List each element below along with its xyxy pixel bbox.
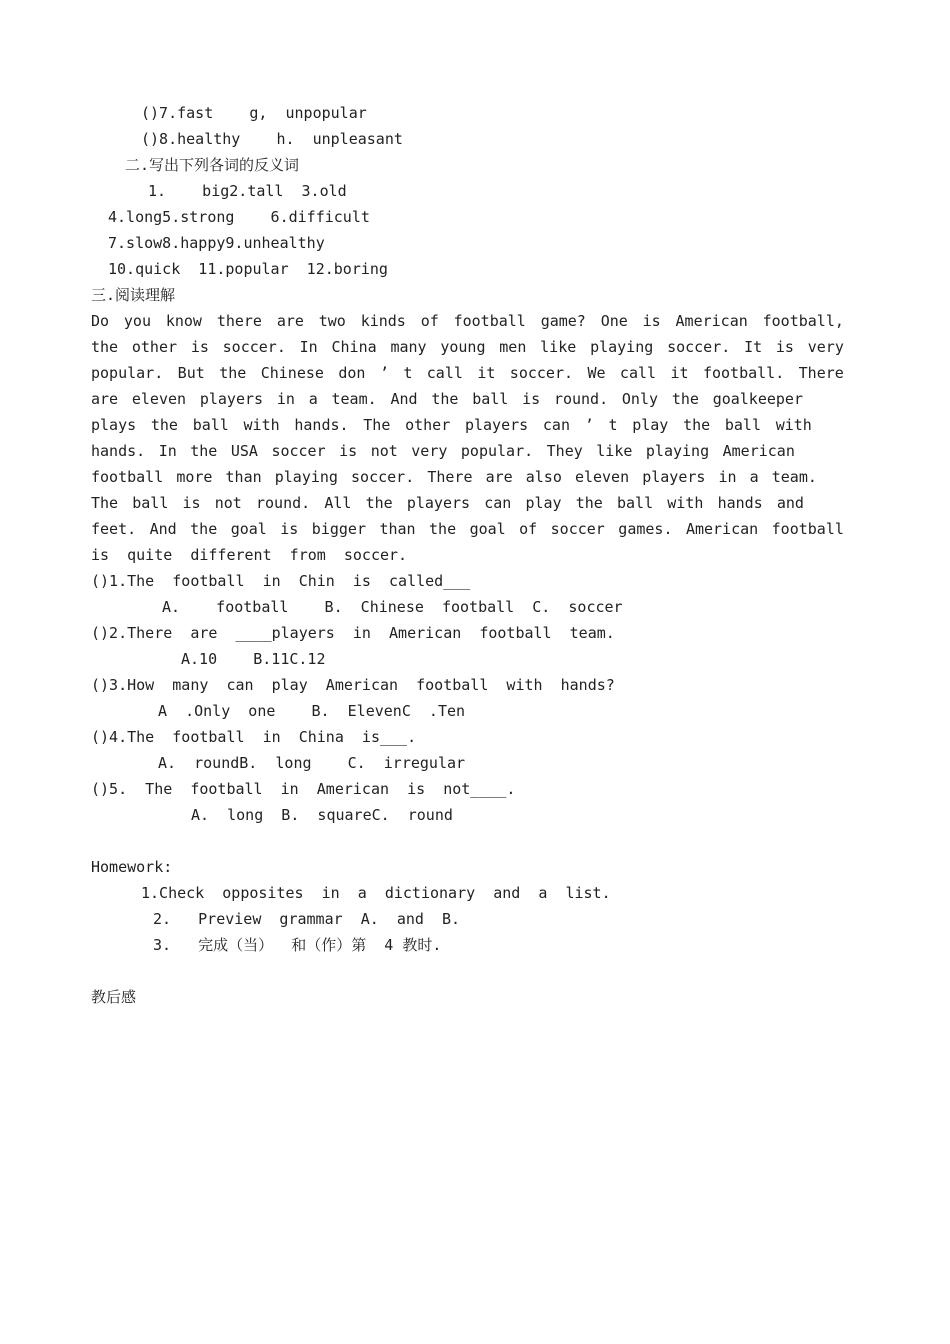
passage-word: Chinese xyxy=(260,364,324,382)
passage-word: there xyxy=(216,312,262,330)
passage-word: round. xyxy=(256,494,311,512)
passage-line xyxy=(91,415,812,435)
question: ()2.There are ____players in American football team. xyxy=(91,624,615,642)
passage-line xyxy=(91,467,817,487)
passage-word: a xyxy=(308,390,318,408)
passage-word: the xyxy=(575,494,603,512)
passage-word: know xyxy=(165,312,202,330)
passage-word: with xyxy=(775,416,812,434)
passage-word: hands xyxy=(717,494,763,512)
passage-word: soccer. xyxy=(509,364,574,382)
passage-word: hands. xyxy=(294,416,349,434)
passage-word: of xyxy=(519,520,538,538)
passage-word: of xyxy=(420,312,439,330)
passage-word: the xyxy=(431,390,459,408)
passage-word: eleven xyxy=(574,468,630,486)
passage-word: the xyxy=(190,520,218,538)
section-heading: 二.写出下列各词的反义词 xyxy=(125,156,300,174)
passage-word: Do xyxy=(91,312,110,330)
passage-word: other xyxy=(131,338,178,356)
passage-word: it xyxy=(670,364,689,382)
question-options: A. long B. squareC. round xyxy=(191,806,453,824)
passage-word: call xyxy=(426,364,463,382)
passage-word: In xyxy=(158,442,177,460)
passage-word: you xyxy=(123,312,151,330)
passage-word: is xyxy=(190,338,209,356)
passage-word: other xyxy=(405,416,451,434)
passage-word: players xyxy=(464,416,529,434)
passage-word: popular. xyxy=(91,364,164,382)
passage-word: like xyxy=(540,338,577,356)
homework-item: 2. Preview grammar A. and B. xyxy=(153,910,461,928)
passage-word: t xyxy=(403,364,413,382)
passage-word: hands. xyxy=(91,442,146,460)
passage-word: can xyxy=(542,416,570,434)
passage-word: don xyxy=(338,364,366,382)
matching-item: ()7.fast g, unpopular xyxy=(141,104,367,122)
passage-line xyxy=(91,389,803,409)
passage-word: is xyxy=(182,494,201,512)
passage-word: can xyxy=(484,494,512,512)
passage-word: it xyxy=(477,364,496,382)
passage-word: more xyxy=(176,468,213,486)
passage-word: football. xyxy=(702,364,785,382)
matching-item: ()8.healthy h. unpleasant xyxy=(141,130,403,148)
passage-word: One xyxy=(600,312,628,330)
homework-item: 3. 完成（当） 和（作）第 4 教时. xyxy=(153,936,442,954)
passage-word: men xyxy=(499,338,527,356)
passage-word: football xyxy=(771,520,844,538)
question-options: A. roundB. long C. irregular xyxy=(158,754,466,772)
passage-line xyxy=(91,363,844,383)
passage-word: players xyxy=(642,468,706,486)
passage-word: very xyxy=(411,442,448,460)
passage-word: ball xyxy=(472,390,509,408)
passage-word: soccer xyxy=(550,520,605,538)
passage-word: is xyxy=(642,312,661,330)
passage-word: We xyxy=(587,364,606,382)
question: ()1.The football in Chin is called___ xyxy=(91,572,471,590)
passage-word: players xyxy=(406,494,471,512)
passage-word: call xyxy=(619,364,657,382)
passage-word: players xyxy=(199,390,264,408)
passage-word: many xyxy=(390,338,427,356)
question: ()5. The football in American is not____. xyxy=(91,780,516,798)
passage-word: very xyxy=(807,338,844,356)
question: ()3.How many can play American football with hands? xyxy=(91,676,615,694)
passage-word: is xyxy=(775,338,794,356)
passage-line xyxy=(91,337,844,357)
passage-word: playing xyxy=(590,338,654,356)
passage-word: are xyxy=(485,468,513,486)
passage-word: ball xyxy=(192,416,229,434)
passage-word: There xyxy=(798,364,844,382)
passage-word: playing xyxy=(645,442,710,460)
passage-word: not xyxy=(214,494,242,512)
passage-word: than xyxy=(225,468,262,486)
homework-item: 1.Check opposites in a dictionary and a list. xyxy=(141,884,611,902)
passage-word: the xyxy=(219,364,247,382)
passage-word: the xyxy=(671,390,699,408)
passage-word: also xyxy=(525,468,562,486)
antonym-row: 1. big2.tall 3.old xyxy=(148,182,347,200)
passage-word: football xyxy=(91,468,164,486)
passage-word: American xyxy=(685,520,759,538)
passage-word: and xyxy=(776,494,804,512)
passage-word: in xyxy=(276,390,295,408)
passage-line xyxy=(91,311,844,331)
passage-word: are xyxy=(276,312,304,330)
passage-word: goal xyxy=(469,520,506,538)
passage-word: kinds xyxy=(360,312,406,330)
passage-word: soccer. xyxy=(222,338,286,356)
passage-word: In xyxy=(299,338,318,356)
passage-line: is quite different from soccer. xyxy=(91,546,408,564)
passage-word: The xyxy=(91,494,119,512)
question-options: A .Only one B. ElevenC .Ten xyxy=(158,702,466,720)
passage-word: round. xyxy=(553,390,609,408)
passage-word: football xyxy=(453,312,526,330)
passage-word: eleven xyxy=(131,390,187,408)
passage-line xyxy=(91,519,844,539)
antonym-row: 7.slow8.happy9.unhealthy xyxy=(108,234,325,252)
passage-word: USA xyxy=(230,442,258,460)
passage-word: And xyxy=(149,520,177,538)
passage-word: team. xyxy=(331,390,377,408)
passage-word: bigger xyxy=(311,520,366,538)
passage-word: game? xyxy=(540,312,586,330)
passage-word: in xyxy=(718,468,737,486)
passage-word: team. xyxy=(771,468,817,486)
passage-word: with xyxy=(667,494,704,512)
passage-word: ’ xyxy=(584,416,594,434)
section-heading: 三.阅读理解 xyxy=(91,286,176,304)
passage-word: ball xyxy=(617,494,654,512)
question-options: A. football B. Chinese football C. soccer xyxy=(162,598,623,616)
passage-word: soccer. xyxy=(351,468,415,486)
passage-word: Only xyxy=(621,390,659,408)
passage-word: the xyxy=(91,338,119,356)
passage-word: are xyxy=(91,390,119,408)
passage-word: a xyxy=(749,468,759,486)
question: ()4.The football in China is___. xyxy=(91,728,417,746)
passage-word: American xyxy=(722,442,795,460)
passage-word: ’ xyxy=(379,364,389,382)
passage-word: young xyxy=(440,338,486,356)
passage-word: like xyxy=(596,442,633,460)
passage-word: soccer. xyxy=(667,338,731,356)
antonym-row: 10.quick 11.popular 12.boring xyxy=(108,260,388,278)
passage-word: popular. xyxy=(460,442,534,460)
homework-heading: Homework: xyxy=(91,858,173,876)
passage-word: than xyxy=(379,520,416,538)
antonym-row: 4.long5.strong 6.difficult xyxy=(108,208,370,226)
passage-word: t xyxy=(608,416,618,434)
passage-word: play xyxy=(632,416,669,434)
passage-word: goalkeeper xyxy=(712,390,803,408)
passage-word: the xyxy=(150,416,178,434)
passage-word: American xyxy=(675,312,748,330)
reflection-heading: 教后感 xyxy=(91,988,137,1006)
passage-word: play xyxy=(525,494,562,512)
passage-word: playing xyxy=(274,468,338,486)
passage-word: football, xyxy=(762,312,844,330)
passage-word: ball xyxy=(132,494,169,512)
passage-word: soccer xyxy=(271,442,326,460)
passage-word: with xyxy=(243,416,280,434)
passage-word: the xyxy=(365,494,393,512)
passage-word: the xyxy=(429,520,457,538)
passage-word: feet. xyxy=(91,520,137,538)
passage-word: is xyxy=(280,520,299,538)
passage-word: games. xyxy=(618,520,673,538)
passage-word: not xyxy=(370,442,398,460)
passage-line xyxy=(91,441,795,461)
passage-word: But xyxy=(177,364,205,382)
passage-word: And xyxy=(390,390,418,408)
passage-word: They xyxy=(546,442,583,460)
passage-word: two xyxy=(318,312,346,330)
passage-word: the xyxy=(683,416,711,434)
passage-word: plays xyxy=(91,416,137,434)
passage-word: It xyxy=(744,338,763,356)
passage-word: There xyxy=(427,468,473,486)
passage-word: All xyxy=(324,494,352,512)
passage-word: the xyxy=(190,442,218,460)
passage-word: is xyxy=(522,390,541,408)
passage-word: China xyxy=(331,338,377,356)
passage-word: is xyxy=(339,442,358,460)
passage-word: goal xyxy=(230,520,267,538)
passage-word: ball xyxy=(724,416,761,434)
passage-line xyxy=(91,493,804,513)
passage-word: The xyxy=(363,416,391,434)
question-options: A.10 B.11C.12 xyxy=(181,650,326,668)
